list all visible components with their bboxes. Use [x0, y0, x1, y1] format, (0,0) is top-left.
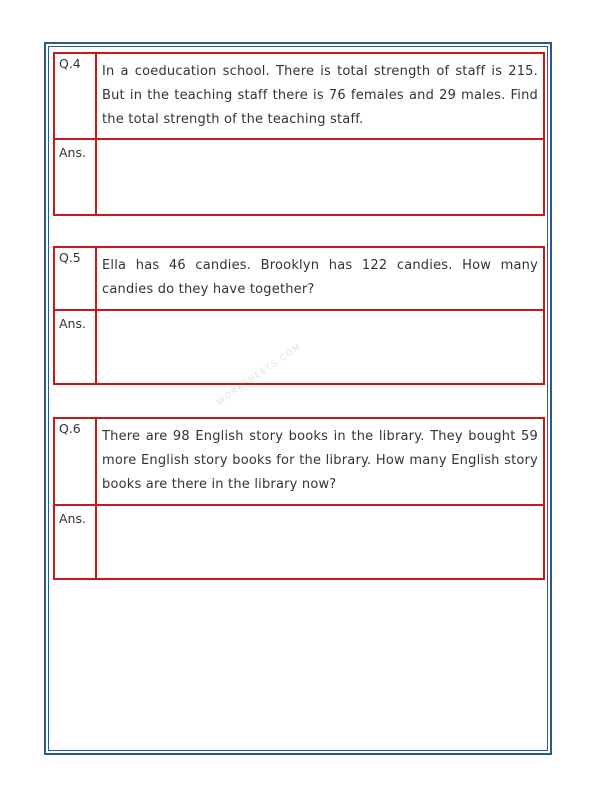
question-number: Q.5 — [55, 248, 97, 309]
answer-label: Ans. — [55, 140, 97, 214]
question-row — [55, 419, 543, 504]
answer-row — [55, 504, 543, 578]
answer-row — [55, 138, 543, 214]
answer-space[interactable] — [97, 311, 543, 383]
question-text: Ella has 46 candies. Brooklyn has 122 candies. How many candies do they have together? — [102, 258, 538, 297]
answer-label: Ans. — [55, 311, 97, 383]
question-block-5 — [53, 246, 545, 385]
answer-label: Ans. — [55, 506, 97, 578]
question-block-6 — [53, 417, 545, 580]
answer-row — [55, 309, 543, 383]
question-text: There are 98 English story books in the library. They bought 59 more English story books for the library. How many English story books are there in the library now? — [102, 429, 538, 492]
question-text: In a coeducation school. There is total strength of staff is 215. But in the teaching staff there is 76 females and 29 males. Find the total strength of the teaching staff. — [102, 64, 538, 127]
answer-space[interactable] — [97, 506, 543, 578]
question-block-4 — [53, 52, 545, 216]
question-row — [55, 54, 543, 138]
watermark: WORKSHEETS.COM — [215, 341, 304, 409]
question-number: Q.6 — [55, 419, 97, 504]
answer-space[interactable] — [97, 140, 543, 214]
question-row — [55, 248, 543, 309]
question-number: Q.4 — [55, 54, 97, 138]
